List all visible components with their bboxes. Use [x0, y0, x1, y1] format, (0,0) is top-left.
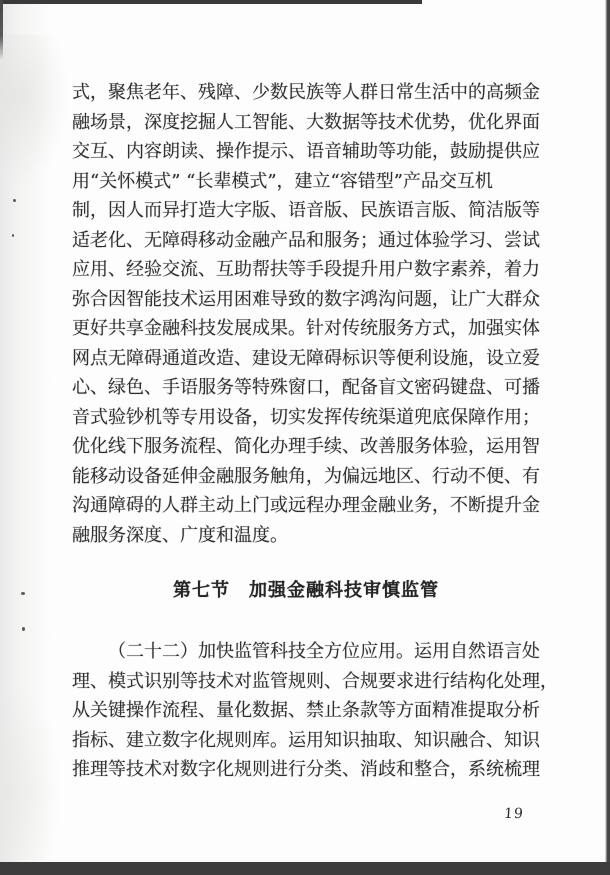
paragraph-2 [72, 637, 558, 785]
scan-edge-right [605, 0, 610, 875]
text-line: 能移动设备延伸金融服务触角，为偏远地区、行动不便、有 [72, 465, 540, 487]
text-line: 从关键操作流程、量化数据、禁止条款等方面精准提取分析 [72, 700, 540, 721]
text-line: 理、模式识别等技术对监管规则、合规要求进行结构化处理， [72, 670, 558, 692]
text-line: 心、绿色、手语服务等特殊窗口，配备盲文密码键盘、可播 [72, 377, 540, 398]
scan-edge-bottom [0, 862, 610, 875]
text-line: 指标、建立数字化规则库。运用知识抽取、知识融合、知识 [72, 729, 540, 751]
scan-speck [12, 234, 14, 237]
scan-speck [13, 199, 16, 202]
text-line: 制，因人而异打造大字版、语音版、民族语言版、简洁版等 [72, 200, 540, 221]
text-line: 网点无障碍通道改造、建设无障碍标识等便利设施，设立爱 [72, 347, 540, 369]
scan-blotch-top-left [0, 35, 70, 185]
text-line: 式，聚焦老年、残障、少数民族等人群日常生活中的高频金 [72, 82, 540, 103]
text-line: 沟通障碍的人群主动上门或远程办理金融业务，不断提升金 [72, 495, 540, 516]
text-line: 适老化、无障碍移动金融产品和服务；通过体验学习、尝试 [72, 229, 540, 251]
text-line: 融服务深度、广度和温度。 [72, 524, 288, 546]
text-line: 推理等技术对数字化规则进行分类、消歧和整合，系统梳理 [72, 759, 540, 780]
scan-speck [21, 592, 25, 595]
scan-blotch-bottom-left [0, 690, 60, 860]
text-line: 更好共享金融科技发展成果。针对传统服务方式，加强实体 [72, 318, 540, 339]
text-line: 融场景，深度挖掘人工智能、大数据等技术优势，优化界面 [72, 111, 540, 133]
page-number: 19 [503, 806, 525, 822]
text-line: 交互、内容朗读、操作提示、语音辅助等功能，鼓励提供应 [72, 141, 540, 162]
text-line: （二十二）加快监管科技全方位应用。运用自然语言处 [108, 641, 540, 662]
text-line: 弥合因智能技术运用困难导致的数字鸿沟问题，让广大群众 [72, 288, 540, 310]
text-line: 音式验钞机等专用设备，切实发挥传统渠道兜底保障作用； [72, 406, 540, 428]
text-line: 优化线下服务流程、简化办理手续、改善服务体验，运用智 [72, 436, 540, 457]
scan-speck [22, 627, 25, 631]
scan-edge-top [0, 0, 422, 4]
text-line: 应用、经验交流、互助帮扶等手段提升用户数字素养，着力 [72, 259, 540, 280]
paragraph-1 [72, 78, 540, 550]
text-line: 用“关怀模式” “长辈模式”，建立“容错型”产品交互机 [72, 170, 493, 192]
section-heading: 第七节 加强金融科技审慎监管 [173, 580, 439, 601]
scan-edge-left [0, 0, 3, 60]
